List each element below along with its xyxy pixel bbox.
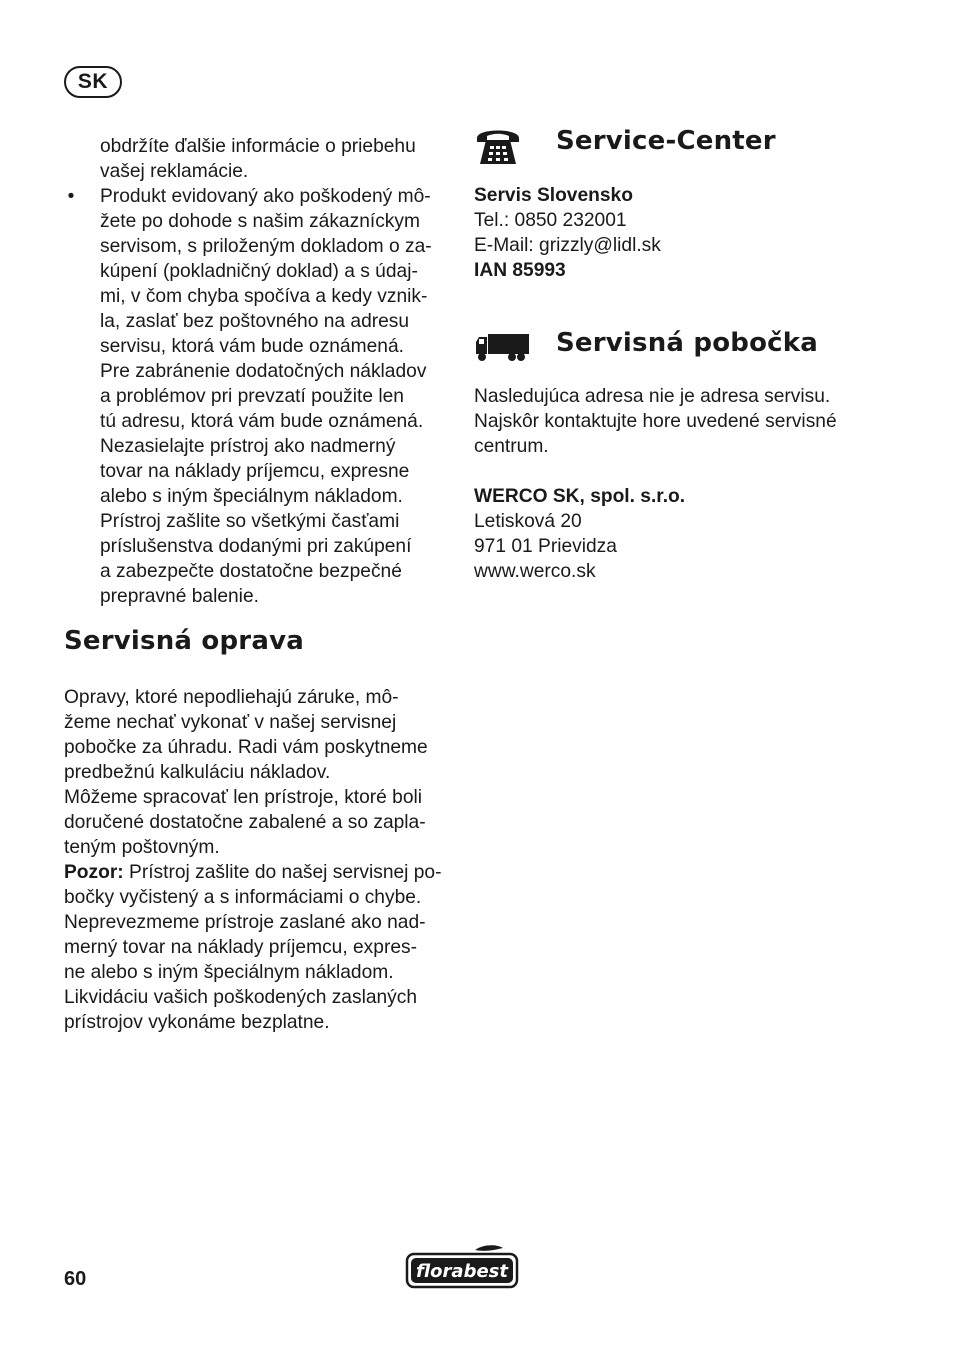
text-line: ne alebo s iným špeciálnym nákladom. — [64, 962, 394, 983]
text-line: tú adresu, ktorá vám bude oznámená. — [100, 411, 424, 432]
text-line: doručené dostatočne zabalené a so zapla- — [64, 812, 426, 833]
text-line: Likvidáciu vašich poškodených zaslaných — [64, 987, 418, 1008]
text-line: teným poštovným. — [64, 837, 220, 858]
text-line: centrum. — [474, 436, 549, 457]
pozor-text: Prístroj zašlite do našej servisnej po- — [123, 862, 442, 883]
truck-icon — [474, 332, 530, 362]
text-line: Neprevezmeme prístroje zaslané ako nad- — [64, 912, 426, 933]
text-line: predbežnú kalkuláciu nákladov. — [64, 762, 331, 783]
text-line: obdržíte ďalšie informácie o priebehu — [100, 136, 416, 157]
company-name: WERCO SK, spol. s.r.o. — [474, 486, 686, 507]
text-line: servisu, ktorá vám bude oznámená. — [100, 336, 404, 357]
servisna-pobocka-heading: Servisná pobočka — [556, 328, 819, 358]
phone-number: Tel.: 0850 232001 — [474, 210, 627, 231]
ian-number: IAN 85993 — [474, 260, 566, 281]
text-line: Môžeme spracovať len prístroje, ktoré boli — [64, 787, 423, 808]
website: www.werco.sk — [474, 561, 596, 582]
servisna-oprava-heading: Servisná oprava — [64, 626, 304, 656]
text-line: kúpení (pokladničný doklad) a s údaj- — [100, 261, 418, 282]
text-line: Pre zabránenie dodatočných nákladov — [100, 361, 427, 382]
bullet-item — [64, 184, 454, 609]
text-line: Produkt evidovaný ako poškodený mô- — [100, 186, 431, 207]
text-line: servisom, s priloženým dokladom o za- — [100, 236, 432, 257]
street: Letisková 20 — [474, 511, 582, 532]
text-line: Nasledujúca adresa nie je adresa servisu. — [474, 386, 831, 407]
text-line: žeme nechať vykonať v našej servisnej — [64, 712, 397, 733]
text-line: prístrojov vykonáme bezplatne. — [64, 1012, 330, 1033]
text-line: Nezasielajte prístroj ako nadmerný — [100, 436, 396, 457]
left-column — [64, 134, 454, 609]
service-center-info — [474, 183, 874, 283]
text-line: a problémov pri prevzatí použite len — [100, 386, 404, 407]
continuation-text — [64, 134, 454, 184]
company-name: Servis Slovensko — [474, 185, 633, 206]
city: 971 01 Prievidza — [474, 536, 617, 557]
pozor-line — [64, 860, 454, 885]
text-line: pobočke za úhradu. Radi vám poskytneme — [64, 737, 428, 758]
text-line: prepravné balenie. — [100, 586, 259, 607]
email-address: E-Mail: grizzly@lidl.sk — [474, 235, 661, 256]
page-number: 60 — [64, 1268, 87, 1290]
language-code: SK — [77, 70, 109, 93]
text-line: alebo s iným špeciálnym nákladom. — [100, 486, 403, 507]
bullet-dot: • — [67, 186, 75, 207]
florabest-logo — [405, 1244, 519, 1290]
language-badge — [64, 66, 122, 98]
text-line: Opravy, ktoré nepodliehajú záruke, mô- — [64, 687, 399, 708]
service-center-heading: Service-Center — [556, 126, 776, 156]
text-line: príslušenstva dodanými pri zakúpení — [100, 536, 412, 557]
text-line: la, zaslať bez poštovného na adresu — [100, 311, 410, 332]
text-line: vašej reklamácie. — [100, 161, 249, 182]
text-line: Najskôr kontaktujte hore uvedené servisné — [474, 411, 837, 432]
text-line: a zabezpečte dostatočne bezpečné — [100, 561, 402, 582]
text-line: merný tovar na náklady príjemcu, expres- — [64, 937, 417, 958]
svg-text:florabest: florabest — [416, 1261, 508, 1282]
text-line: tovar na náklady príjemcu, expresne — [100, 461, 410, 482]
text-line: bočky vyčistený a s informáciami o chybe. — [64, 887, 422, 908]
text-line: žete po dohode s našim zákazníckym — [100, 211, 420, 232]
text-line: mi, v čom chyba spočíva a kedy vznik- — [100, 286, 428, 307]
werco-address — [474, 484, 874, 584]
pozor-label: Pozor: — [64, 862, 124, 883]
pobocka-intro — [474, 384, 874, 459]
telephone-icon — [474, 124, 522, 166]
text-line: Prístroj zašlite so všetkými časťami — [100, 511, 400, 532]
servisna-oprava-text — [64, 685, 454, 1035]
